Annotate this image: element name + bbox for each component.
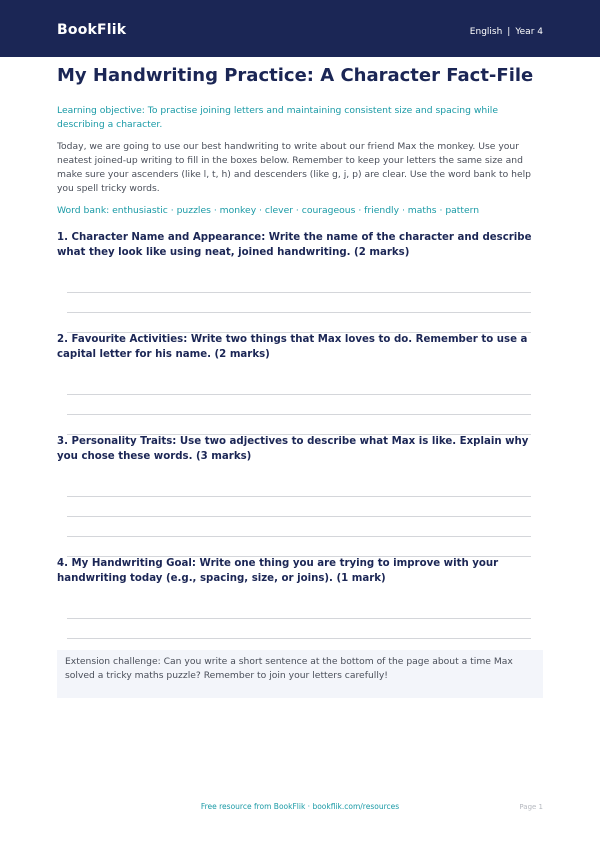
question-3 xyxy=(57,434,543,464)
year-label: Year 4 xyxy=(515,27,543,37)
question-2 xyxy=(57,332,543,362)
answer-line[interactable] xyxy=(67,414,531,415)
answer-line[interactable] xyxy=(67,394,531,395)
subject-year-label xyxy=(470,27,543,37)
page-number: Page 1 xyxy=(519,803,543,811)
learning-objective: Learning objective: To practise joining letters and maintaining consistent size and spacing while describing a character. xyxy=(57,105,498,130)
question-3-text: 3. Personality Traits: Use two adjectives to describe what Max is like. Explain why you chose these words. (3 marks) xyxy=(57,436,529,462)
top-banner xyxy=(0,0,600,57)
brand-logo[interactable]: BookFlik xyxy=(57,22,127,38)
worksheet-intro xyxy=(57,64,543,218)
extension-challenge-box: Extension challenge: Can you write a short sentence at the bottom of the page about a time Max solved a tricky maths puzzle? Remember to join your letters carefully! xyxy=(57,650,543,698)
footer-resource-link[interactable]: Free resource from BookFlik · bookflik.com/resources xyxy=(200,802,400,811)
answer-line[interactable] xyxy=(67,312,531,313)
question-1-text: 1. Character Name and Appearance: Write the name of the character and describe what they look like using neat, joined handwriting. (2 marks) xyxy=(57,232,532,258)
answer-line[interactable] xyxy=(67,516,531,517)
intro-paragraph: Today, we are going to use our best handwriting to write about our friend Max the monkey. Use your neatest joined-up writing to fill in the boxes below. Remember to keep your letters the same size and make sure your ascenders (like l, t, h) and descenders (like g, j, p) are clear. Use the word bank to help you spell tricky words. xyxy=(57,141,531,194)
question-4-text: 4. My Handwriting Goal: Write one thing you are trying to improve with your handwriting today (e.g., spacing, size, or joins). (1 mark) xyxy=(57,558,499,584)
answer-line[interactable] xyxy=(67,536,531,537)
question-1 xyxy=(57,230,543,260)
subject-separator: | xyxy=(507,27,511,37)
subject-label: English xyxy=(469,27,503,37)
answer-line[interactable] xyxy=(67,496,531,497)
question-4 xyxy=(57,556,543,586)
question-2-text: 2. Favourite Activities: Write two things that Max loves to do. Remember to use a capital letter for his name. (2 marks) xyxy=(57,334,528,360)
word-bank: Word bank: enthusiastic · puzzles · monkey · clever · courageous · friendly · maths · pattern xyxy=(57,205,480,216)
page-title: My Handwriting Practice: A Character Fact-File xyxy=(57,65,534,86)
answer-line[interactable] xyxy=(67,638,531,639)
answer-line[interactable] xyxy=(67,292,531,293)
answer-line[interactable] xyxy=(67,618,531,619)
